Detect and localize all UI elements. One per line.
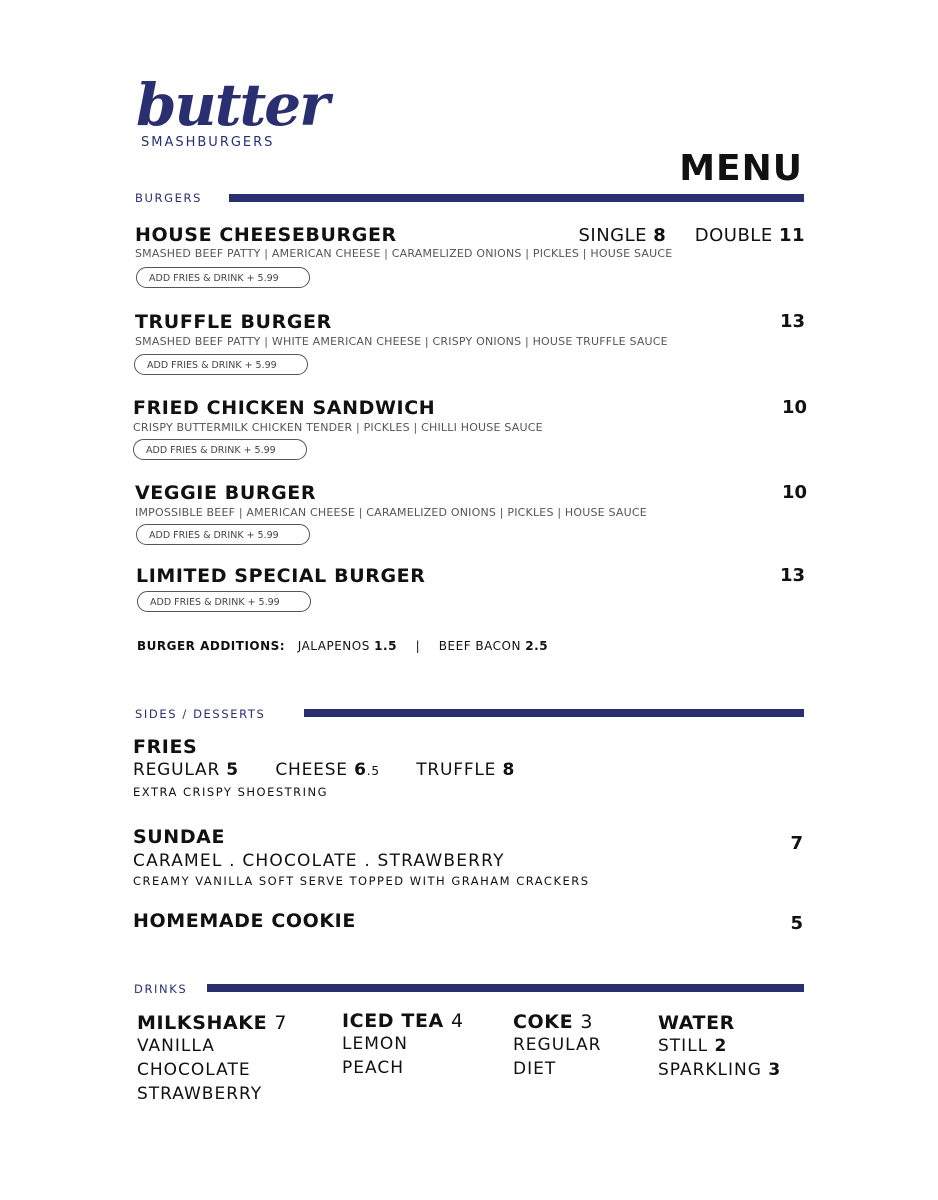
- drink-name: MILKSHAKE: [137, 1012, 268, 1034]
- item-name: FRIED CHICKEN SANDWICH: [133, 397, 436, 419]
- section-label-drinks: DRINKS: [134, 982, 188, 996]
- item-description: SMASHED BEEF PATTY | WHITE AMERICAN CHEESE | CRISPY ONIONS | HOUSE TRUFFLE SAUCE: [135, 335, 668, 348]
- item-name: VEGGIE BURGER: [135, 482, 317, 504]
- drink-option: STRAWBERRY: [137, 1084, 263, 1104]
- item-price: 5: [790, 913, 803, 934]
- item-price: 7: [790, 833, 803, 854]
- single-label: SINGLE: [578, 225, 648, 246]
- separator: |: [415, 639, 421, 653]
- addition-price: 1.5: [374, 639, 397, 653]
- item-price: 10: [781, 397, 807, 418]
- drink-option: LEMON: [342, 1034, 408, 1054]
- drink-water: [658, 1012, 781, 1080]
- item-price: 13: [779, 311, 805, 332]
- drink-milkshake: [137, 1012, 287, 1104]
- item-name: HOMEMADE COOKIE: [133, 910, 356, 932]
- fries-regular-price: 5: [226, 760, 239, 780]
- item-description: IMPOSSIBLE BEEF | AMERICAN CHEESE | CARAMELIZED ONIONS | PICKLES | HOUSE SAUCE: [135, 506, 647, 519]
- drink-option: [658, 1036, 781, 1056]
- double-label: DOUBLE: [694, 225, 773, 246]
- section-divider-burgers: [229, 194, 804, 202]
- water-sparkling-price: 3: [768, 1060, 782, 1080]
- drink-title: [342, 1010, 464, 1032]
- item-name: SUNDAE: [133, 826, 226, 848]
- double-price: 11: [778, 225, 805, 246]
- fries-cheese-price: 6: [354, 760, 367, 780]
- fries-truffle-label: TRUFFLE: [416, 760, 497, 780]
- drink-option: [658, 1060, 781, 1080]
- item-price: 10: [781, 482, 807, 503]
- item-name: LIMITED SPECIAL BURGER: [136, 565, 426, 587]
- burger-additions: [137, 639, 548, 653]
- drink-title: [137, 1012, 287, 1034]
- drink-name: ICED TEA: [342, 1010, 444, 1032]
- drink-option: CHOCOLATE: [137, 1060, 251, 1080]
- add-fries-drink-button[interactable]: ADD FRIES & DRINK + 5.99: [136, 267, 310, 288]
- fries-cheese-price-decimal: .5: [366, 764, 380, 778]
- brand-subtitle: SMASHBURGERS: [141, 135, 275, 150]
- add-fries-drink-button[interactable]: ADD FRIES & DRINK + 5.99: [133, 439, 307, 460]
- drink-iced-tea: [342, 1010, 464, 1078]
- menu-title: MENU: [679, 148, 803, 189]
- item-description: SMASHED BEEF PATTY | AMERICAN CHEESE | CARAMELIZED ONIONS | PICKLES | HOUSE SAUCE: [135, 247, 673, 260]
- item-name: FRIES: [133, 736, 198, 758]
- section-divider-sides: [304, 709, 804, 717]
- drink-title: [513, 1011, 601, 1033]
- item-name: HOUSE CHEESEBURGER: [135, 224, 397, 246]
- item-price: 13: [779, 565, 805, 586]
- addition-name: BEEF BACON: [438, 639, 521, 653]
- add-fries-drink-button[interactable]: ADD FRIES & DRINK + 5.99: [136, 524, 310, 545]
- drink-price: 4: [451, 1010, 464, 1032]
- fries-truffle-price: 8: [502, 760, 516, 780]
- additions-label: BURGER ADDITIONS:: [137, 639, 286, 653]
- drink-price: 3: [580, 1011, 594, 1033]
- sundae-flavors: CARAMEL . CHOCOLATE . STRAWBERRY: [133, 851, 505, 871]
- brand-logo: butter: [136, 71, 328, 139]
- water-sparkling-label: SPARKLING: [658, 1060, 762, 1080]
- fries-cheese-label: CHEESE: [275, 760, 348, 780]
- drink-option: PEACH: [342, 1058, 404, 1078]
- drink-option: REGULAR: [513, 1035, 602, 1055]
- fries-regular-label: REGULAR: [133, 760, 221, 780]
- drink-option: DIET: [513, 1059, 557, 1079]
- item-description: CREAMY VANILLA SOFT SERVE TOPPED WITH GRAHAM CRACKERS: [133, 874, 590, 888]
- drink-name: COKE: [513, 1011, 574, 1033]
- section-divider-drinks: [207, 984, 804, 992]
- fries-options: [133, 760, 515, 780]
- drink-coke: [513, 1011, 601, 1079]
- item-description: CRISPY BUTTERMILK CHICKEN TENDER | PICKLES | CHILLI HOUSE SAUCE: [133, 421, 543, 434]
- item-name: TRUFFLE BURGER: [135, 311, 332, 333]
- item-description: EXTRA CRISPY SHOESTRING: [133, 785, 329, 799]
- drink-name: WATER: [658, 1012, 735, 1034]
- add-fries-drink-button[interactable]: ADD FRIES & DRINK + 5.99: [137, 591, 311, 612]
- price-options: [578, 225, 805, 246]
- section-label-sides: SIDES / DESSERTS: [135, 707, 266, 721]
- addition-name: JALAPENOS: [297, 639, 370, 653]
- water-still-price: 2: [714, 1036, 728, 1056]
- addition-price: 2.5: [525, 639, 549, 653]
- single-price: 8: [653, 225, 667, 246]
- drink-option: VANILLA: [137, 1036, 215, 1056]
- drink-price: 7: [274, 1012, 288, 1034]
- add-fries-drink-button[interactable]: ADD FRIES & DRINK + 5.99: [134, 354, 308, 375]
- section-label-burgers: BURGERS: [135, 191, 202, 205]
- water-still-label: STILL: [658, 1036, 709, 1056]
